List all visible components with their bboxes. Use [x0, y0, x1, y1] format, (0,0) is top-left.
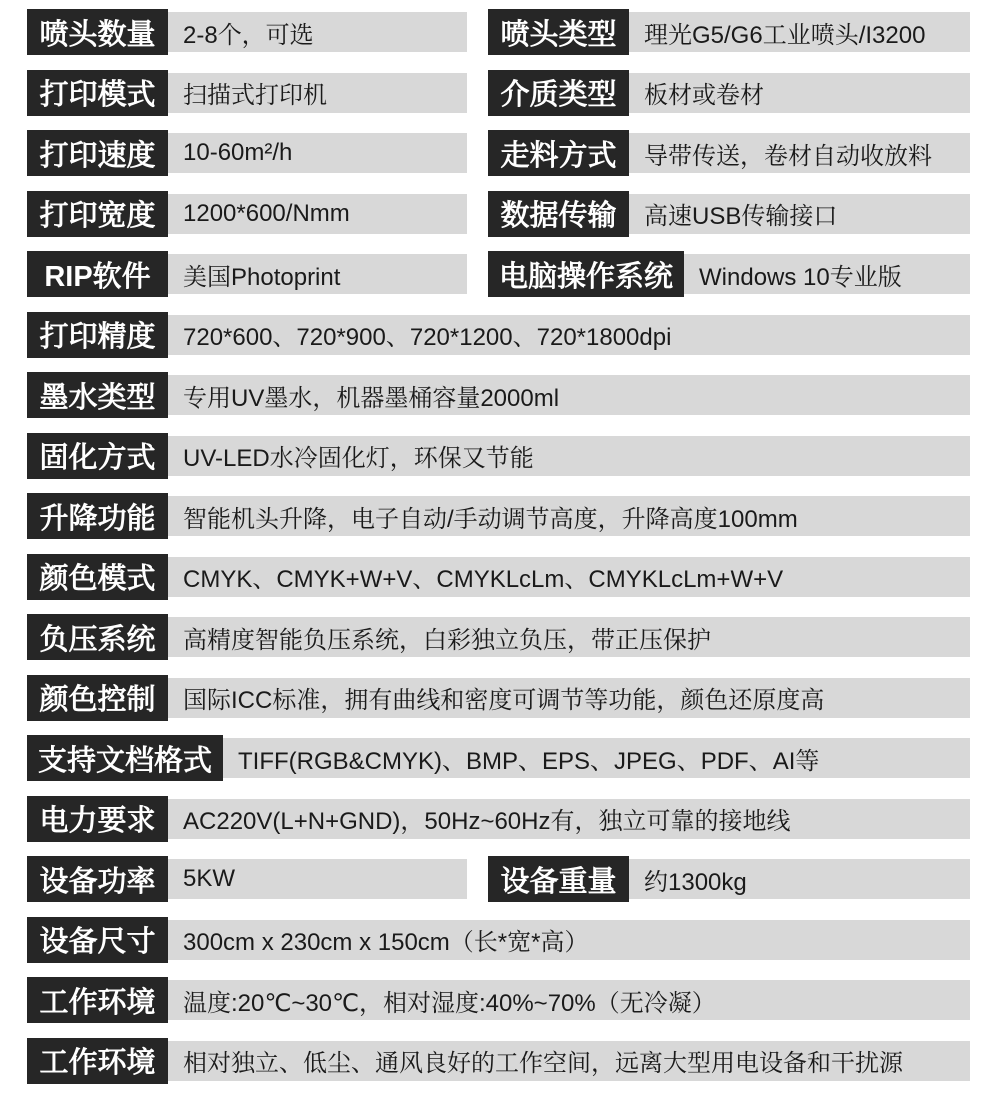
spec-cell: [27, 796, 970, 842]
spec-value: 美国Photoprint: [168, 254, 467, 294]
spec-cell: [27, 312, 970, 358]
spec-row: [27, 554, 970, 600]
spec-row: [27, 70, 970, 116]
spec-label: 墨水类型: [27, 372, 168, 418]
spec-label: 打印精度: [27, 312, 168, 358]
spec-value: 理光G5/G6工业喷头/I3200: [629, 12, 970, 52]
spec-value: 2-8个，可选: [168, 12, 467, 52]
spec-label: 设备重量: [488, 856, 629, 902]
spec-row: [27, 433, 970, 479]
spec-value: 相对独立、低尘、通风良好的工作空间，远离大型用电设备和干扰源: [168, 1041, 970, 1081]
spec-label: 走料方式: [488, 130, 629, 176]
spec-label: 工作环境: [27, 977, 168, 1023]
spec-label: 设备功率: [27, 856, 168, 902]
spec-label: 颜色模式: [27, 554, 168, 600]
spec-cell: [27, 493, 970, 539]
spec-value: Windows 10专业版: [684, 254, 970, 294]
spec-value: 1200*600/Nmm: [168, 194, 467, 234]
spec-cell: [27, 1038, 970, 1084]
spec-value: 导带传送，卷材自动收放料: [629, 133, 970, 173]
spec-cell: [488, 191, 970, 237]
spec-label: 打印模式: [27, 70, 168, 116]
spec-value: 720*600、720*900、720*1200、720*1800dpi: [168, 315, 970, 355]
spec-cell: [27, 191, 467, 237]
spec-cell: [27, 70, 467, 116]
spec-cell: [27, 735, 970, 781]
spec-label: 工作环境: [27, 1038, 168, 1084]
spec-label: 喷头数量: [27, 9, 168, 55]
spec-row: [27, 917, 970, 963]
spec-cell: [27, 554, 970, 600]
spec-label: 设备尺寸: [27, 917, 168, 963]
spec-label: 支持文档格式: [27, 735, 223, 781]
spec-cell: [27, 130, 467, 176]
spec-row: [27, 675, 970, 721]
spec-label: 介质类型: [488, 70, 629, 116]
spec-value: 扫描式打印机: [168, 73, 467, 113]
spec-cell: [488, 130, 970, 176]
spec-label: 打印宽度: [27, 191, 168, 237]
spec-value: 高速USB传输接口: [629, 194, 970, 234]
spec-cell: [27, 9, 467, 55]
spec-row: [27, 312, 970, 358]
spec-row: [27, 977, 970, 1023]
spec-label: 打印速度: [27, 130, 168, 176]
spec-cell: [27, 675, 970, 721]
spec-row: [27, 1038, 970, 1084]
spec-label: RIP软件: [27, 251, 168, 297]
spec-cell: [27, 433, 970, 479]
spec-cell: [488, 856, 970, 902]
spec-row: [27, 372, 970, 418]
spec-row: [27, 191, 970, 237]
spec-cell: [27, 372, 970, 418]
spec-value: 智能机头升降，电子自动/手动调节高度，升降高度100mm: [168, 496, 970, 536]
spec-row: [27, 856, 970, 902]
spec-value: AC220V(L+N+GND)，50Hz~60Hz有，独立可靠的接地线: [168, 799, 970, 839]
spec-row: [27, 130, 970, 176]
spec-cell: [27, 977, 970, 1023]
spec-cell: [27, 856, 467, 902]
spec-label: 升降功能: [27, 493, 168, 539]
spec-cell: [488, 251, 970, 297]
spec-label: 电脑操作系统: [488, 251, 684, 297]
spec-cell: [27, 614, 970, 660]
spec-label: 颜色控制: [27, 675, 168, 721]
spec-value: CMYK、CMYK+W+V、CMYKLcLm、CMYKLcLm+W+V: [168, 557, 970, 597]
spec-value: UV-LED水冷固化灯，环保又节能: [168, 436, 970, 476]
spec-cell: [27, 917, 970, 963]
spec-label: 数据传输: [488, 191, 629, 237]
spec-value: 300cm x 230cm x 150cm（长*宽*高）: [168, 920, 970, 960]
spec-row: [27, 735, 970, 781]
spec-value: 国际ICC标准，拥有曲线和密度可调节等功能，颜色还原度高: [168, 678, 970, 718]
spec-row: [27, 796, 970, 842]
spec-cell: [27, 251, 467, 297]
spec-label: 喷头类型: [488, 9, 629, 55]
spec-value: 专用UV墨水，机器墨桶容量2000ml: [168, 375, 970, 415]
spec-value: 约1300kg: [629, 859, 970, 899]
spec-value: 高精度智能负压系统，白彩独立负压，带正压保护: [168, 617, 970, 657]
spec-value: 10-60m²/h: [168, 133, 467, 173]
spec-label: 负压系统: [27, 614, 168, 660]
spec-cell: [488, 9, 970, 55]
spec-cell: [488, 70, 970, 116]
spec-row: [27, 614, 970, 660]
spec-value: 5KW: [168, 859, 467, 899]
spec-value: 板材或卷材: [629, 73, 970, 113]
spec-row: [27, 251, 970, 297]
spec-row: [27, 9, 970, 55]
spec-value: 温度:20℃~30℃，相对湿度:40%~70%（无冷凝）: [168, 980, 970, 1020]
spec-label: 固化方式: [27, 433, 168, 479]
spec-value: TIFF(RGB&CMYK)、BMP、EPS、JPEG、PDF、AI等: [223, 738, 970, 778]
spec-label: 电力要求: [27, 796, 168, 842]
spec-row: [27, 493, 970, 539]
